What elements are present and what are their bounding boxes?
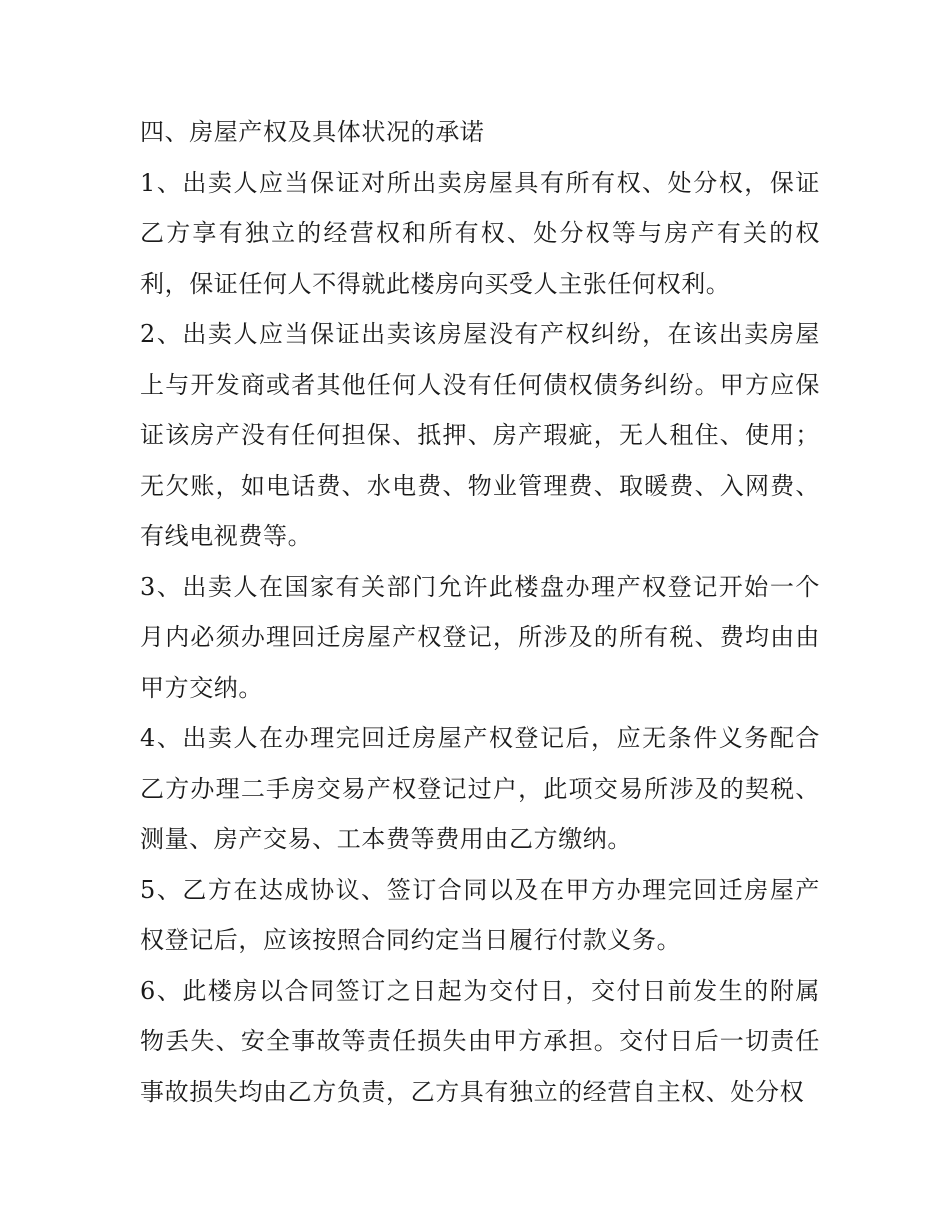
clause-2: 2、出卖人应当保证出卖该房屋没有产权纠纷，在该出卖房屋上与开发商或者其他任何人没有任何债权债务纠纷。甲方应保证该房产没有任何担保、抵押、房产瑕疵，无人租住、使用；无欠账，如电话费、水电费、物业管理费、取暖费、入网费、有线电视费等。: [140, 320, 820, 550]
document-body: [140, 107, 820, 1117]
clause-4: 4、出卖人在办理完回迁房屋产权登记后，应无条件义务配合乙方办理二手房交易产权登记过户，此项交易所涉及的契税、测量、房产交易、工本费等费用由乙方缴纳。: [140, 724, 820, 853]
clause-6: 6、此楼房以合同签订之日起为交付日，交付日前发生的附属物丢失、安全事故等责任损失由甲方承担。交付日后一切责任事故损失均由乙方负责，乙方具有独立的经营自主权、处分权: [140, 976, 820, 1106]
clause-1: 1、出卖人应当保证对所出卖房屋具有所有权、处分权，保证乙方享有独立的经营权和所有权、处分权等与房产有关的权利，保证任何人不得就此楼房向买受人主张任何权利。: [140, 168, 820, 298]
clause-5: 5、乙方在达成协议、签订合同以及在甲方办理完回迁房屋产权登记后，应该按照合同约定当日履行付款义务。: [140, 875, 820, 954]
section-heading: 四、房屋产权及具体状况的承诺: [140, 118, 485, 146]
clause-3: 3、出卖人在国家有关部门允许此楼盘办理产权登记开始一个月内必须办理回迁房屋产权登记，所涉及的所有税、费均由由甲方交纳。: [140, 572, 820, 702]
